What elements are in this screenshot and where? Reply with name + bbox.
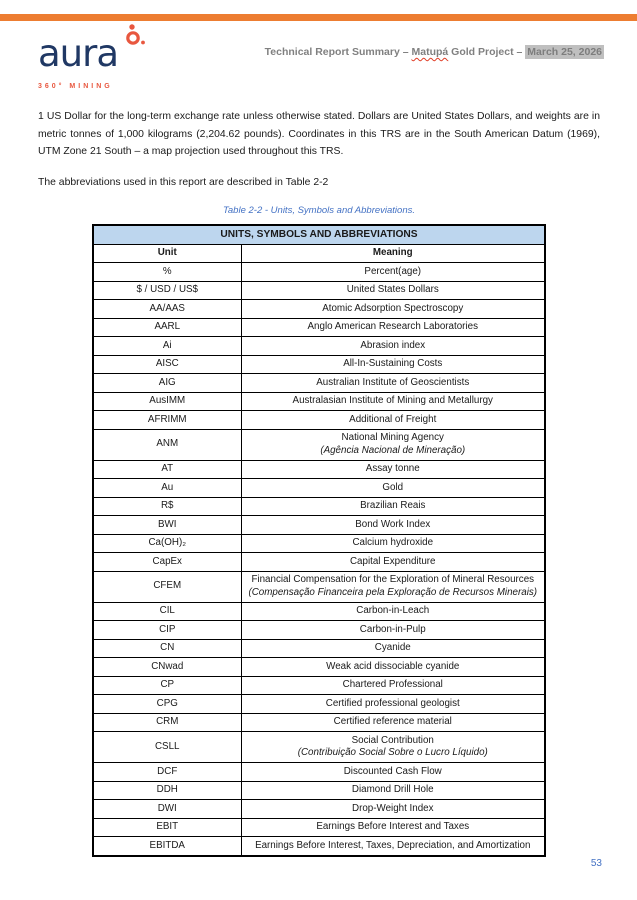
table-row [93, 429, 545, 460]
table-row [93, 281, 545, 300]
unit-cell: CN [93, 639, 241, 658]
table-row [93, 763, 545, 782]
table-row [93, 621, 545, 640]
unit-cell: CIP [93, 621, 241, 640]
table-row [93, 713, 545, 732]
table-row [93, 695, 545, 714]
table-row [93, 497, 545, 516]
meaning-cell: Discounted Cash Flow [241, 763, 545, 782]
meaning-cell: Carbon-in-Pulp [241, 621, 545, 640]
unit-cell: Ca(OH)₂ [93, 534, 241, 553]
table-title-row [93, 225, 545, 244]
unit-cell: Ai [93, 337, 241, 356]
unit-cell: AFRIMM [93, 411, 241, 430]
table-row [93, 355, 545, 374]
body-paragraph-1: 1 US Dollar for the long-term exchange rate unless otherwise stated. Dollars are United States Dollars, and weights are in metric tonnes of 1,000 kilograms (2,204.62 pounds). Coordinates in this TRS are in the South American Datum (1969), UTM Zone 21 South – a map projection used throughout this TRS. [38, 111, 600, 157]
header-title-prefix: Technical Report Summary – [264, 46, 412, 58]
unit-cell: % [93, 263, 241, 282]
meaning-cell: Social Contribution (Contribuição Social Sobre o Lucro Líquido) [241, 732, 545, 763]
unit-cell: Au [93, 479, 241, 498]
header-title-middle: Gold Project – [448, 46, 526, 58]
meaning-cell: Chartered Professional [241, 676, 545, 695]
column-header-unit: Unit [93, 244, 241, 263]
meaning-cell: Cyanide [241, 639, 545, 658]
meaning-cell: Earnings Before Interest, Taxes, Depreciation, and Amortization [241, 837, 545, 856]
meaning-cell: Financial Compensation for the Exploration of Mineral Resources (Compensação Financeira pela Exploração de Recursos Minerais) [241, 571, 545, 602]
table-row [93, 411, 545, 430]
unit-cell: $ / USD / US$ [93, 281, 241, 300]
table-title: UNITS, SYMBOLS AND ABBREVIATIONS [93, 225, 545, 244]
aura-logo [38, 26, 118, 90]
unit-cell: ANM [93, 429, 241, 460]
table-row [93, 639, 545, 658]
unit-cell: CRM [93, 713, 241, 732]
table-row [93, 818, 545, 837]
logo-wordmark: aura [38, 32, 119, 75]
table-row [93, 479, 545, 498]
unit-cell: CP [93, 676, 241, 695]
meaning-cell: Earnings Before Interest and Taxes [241, 818, 545, 837]
unit-cell: R$ [93, 497, 241, 516]
header-title [265, 46, 604, 58]
abbreviations-table-body [93, 263, 545, 856]
meaning-cell: Australian Institute of Geoscientists [241, 374, 545, 393]
unit-cell: EBIT [93, 818, 241, 837]
unit-cell: CSLL [93, 732, 241, 763]
meaning-cell: Drop-Weight Index [241, 800, 545, 819]
unit-cell: AARL [93, 318, 241, 337]
body-paragraph-2: The abbreviations used in this report are described in Table 2-2 [38, 176, 329, 188]
unit-cell: BWI [93, 516, 241, 535]
table-row [93, 571, 545, 602]
meaning-cell: Certified professional geologist [241, 695, 545, 714]
table-row [93, 374, 545, 393]
meaning-cell: All-In-Sustaining Costs [241, 355, 545, 374]
table-row [93, 318, 545, 337]
unit-cell: AusIMM [93, 392, 241, 411]
page-number: 53 [590, 858, 602, 869]
meaning-cell: Calcium hydroxide [241, 534, 545, 553]
meaning-cell: Carbon-in-Leach [241, 602, 545, 621]
abbreviations-table [92, 224, 546, 857]
meaning-cell: Assay tonne [241, 460, 545, 479]
page-content [38, 108, 600, 857]
unit-cell: CFEM [93, 571, 241, 602]
unit-cell: CapEx [93, 553, 241, 572]
meaning-cell: Certified reference material [241, 713, 545, 732]
header-title-date-highlighted: March 25, 2026 [527, 46, 602, 58]
unit-cell: CNwad [93, 658, 241, 677]
table-row [93, 800, 545, 819]
meaning-cell: Abrasion index [241, 337, 545, 356]
unit-cell: AT [93, 460, 241, 479]
table-row [93, 553, 545, 572]
logo-tagline: 360° MINING [38, 83, 113, 90]
table-row [93, 460, 545, 479]
table-row [93, 602, 545, 621]
table-row [93, 516, 545, 535]
column-header-meaning: Meaning [241, 244, 545, 263]
top-accent-bar [0, 14, 637, 21]
meaning-cell: United States Dollars [241, 281, 545, 300]
table-row [93, 658, 545, 677]
meaning-cell: Weak acid dissociable cyanide [241, 658, 545, 677]
table-row [93, 392, 545, 411]
table-row [93, 676, 545, 695]
table-row [93, 263, 545, 282]
meaning-cell: Diamond Drill Hole [241, 781, 545, 800]
table-row [93, 534, 545, 553]
table-header-row [93, 244, 545, 263]
table-row [93, 732, 545, 763]
meaning-cell: Australasian Institute of Mining and Metallurgy [241, 392, 545, 411]
meaning-cell: National Mining Agency (Agência Nacional de Mineração) [241, 429, 545, 460]
unit-cell: DDH [93, 781, 241, 800]
meaning-cell: Capital Expenditure [241, 553, 545, 572]
unit-cell: DWI [93, 800, 241, 819]
unit-cell: CPG [93, 695, 241, 714]
table-caption: Table 2-2 - Units, Symbols and Abbreviations. [222, 205, 416, 216]
unit-cell: AA/AAS [93, 300, 241, 319]
unit-cell: AISC [93, 355, 241, 374]
meaning-cell: Percent(age) [241, 263, 545, 282]
table-row [93, 300, 545, 319]
unit-cell: CIL [93, 602, 241, 621]
meaning-cell: Additional of Freight [241, 411, 545, 430]
meaning-cell: Atomic Adsorption Spectroscopy [241, 300, 545, 319]
meaning-cell: Brazilian Reais [241, 497, 545, 516]
table-row [93, 337, 545, 356]
unit-cell: EBITDA [93, 837, 241, 856]
unit-cell: DCF [93, 763, 241, 782]
table-row [93, 781, 545, 800]
unit-cell: AIG [93, 374, 241, 393]
meaning-cell: Bond Work Index [241, 516, 545, 535]
meaning-cell: Anglo American Research Laboratories [241, 318, 545, 337]
meaning-cell: Gold [241, 479, 545, 498]
aura-circle-icon [122, 22, 146, 57]
header-title-project-name: Matupá [411, 46, 449, 58]
table-row [93, 837, 545, 856]
